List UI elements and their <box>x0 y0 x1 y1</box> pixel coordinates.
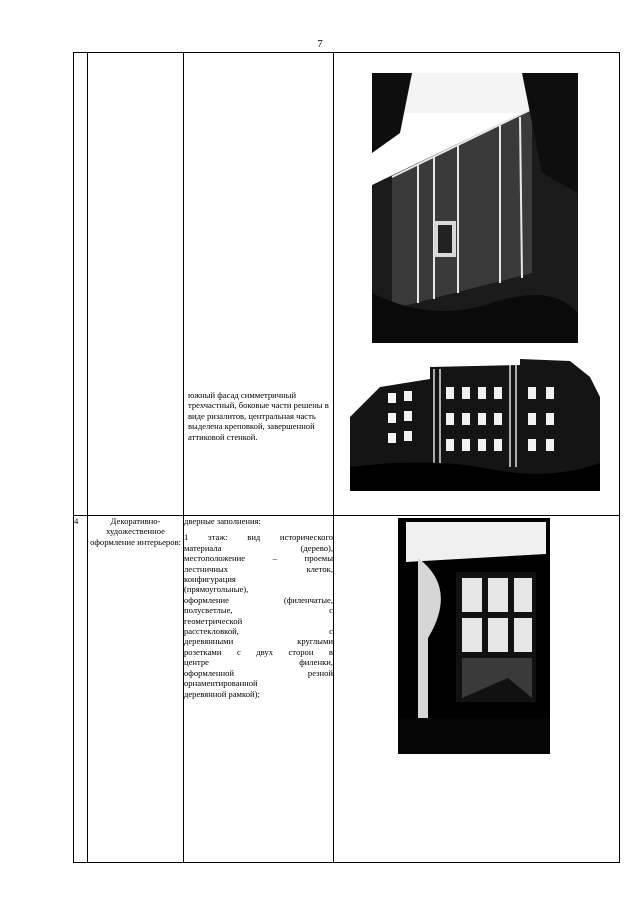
table-row <box>74 516 620 863</box>
description-body <box>184 532 333 699</box>
description-line: конфигурация <box>184 574 236 585</box>
description-line: геометрической <box>184 615 243 626</box>
description-line: расстекловкой, с <box>184 626 333 637</box>
description-line: (прямоугольные), <box>184 584 249 595</box>
description-line: оформленной резной <box>184 667 333 678</box>
building-south-facade-photo <box>350 357 600 491</box>
row-number <box>74 53 88 516</box>
photo-cell <box>334 516 620 863</box>
interior-door-photo <box>398 518 550 754</box>
description-line: материала (дерево), <box>184 542 333 553</box>
description-line: орнаментированной <box>184 678 258 689</box>
description-line: 1 этаж: вид исторического <box>184 532 333 543</box>
element-description <box>184 53 334 516</box>
photo-cell <box>334 53 620 516</box>
monument-table <box>73 52 620 863</box>
description-line: розетками с двух сторон в <box>184 646 333 657</box>
element-name: Декоративно-художественное оформление интерьеров: <box>88 516 184 863</box>
description-line: полусветлые, с <box>184 605 333 616</box>
description-line: центре филенки, <box>184 657 333 668</box>
facade-description-text: южный фасад симметричный трехчастный, боковые части решены в виде ризалитов, центральная часть выделена креповкой, завершенной аттиковой стенкой. <box>188 390 329 442</box>
description-line: местоположение – проемы <box>184 553 333 564</box>
row-number: 4 <box>74 516 88 863</box>
table-row <box>74 53 620 516</box>
element-name <box>88 53 184 516</box>
page-number: 7 <box>317 38 323 50</box>
description-line: деревянной рамкой); <box>184 688 260 699</box>
description-line: деревянными круглыми <box>184 636 333 647</box>
description-line: оформление (филенчатые, <box>184 594 333 605</box>
description-title: дверные заполнения: <box>184 516 261 526</box>
description-line: лестничных клеток, <box>184 563 333 574</box>
element-description <box>184 516 334 863</box>
building-perspective-photo <box>372 73 578 343</box>
